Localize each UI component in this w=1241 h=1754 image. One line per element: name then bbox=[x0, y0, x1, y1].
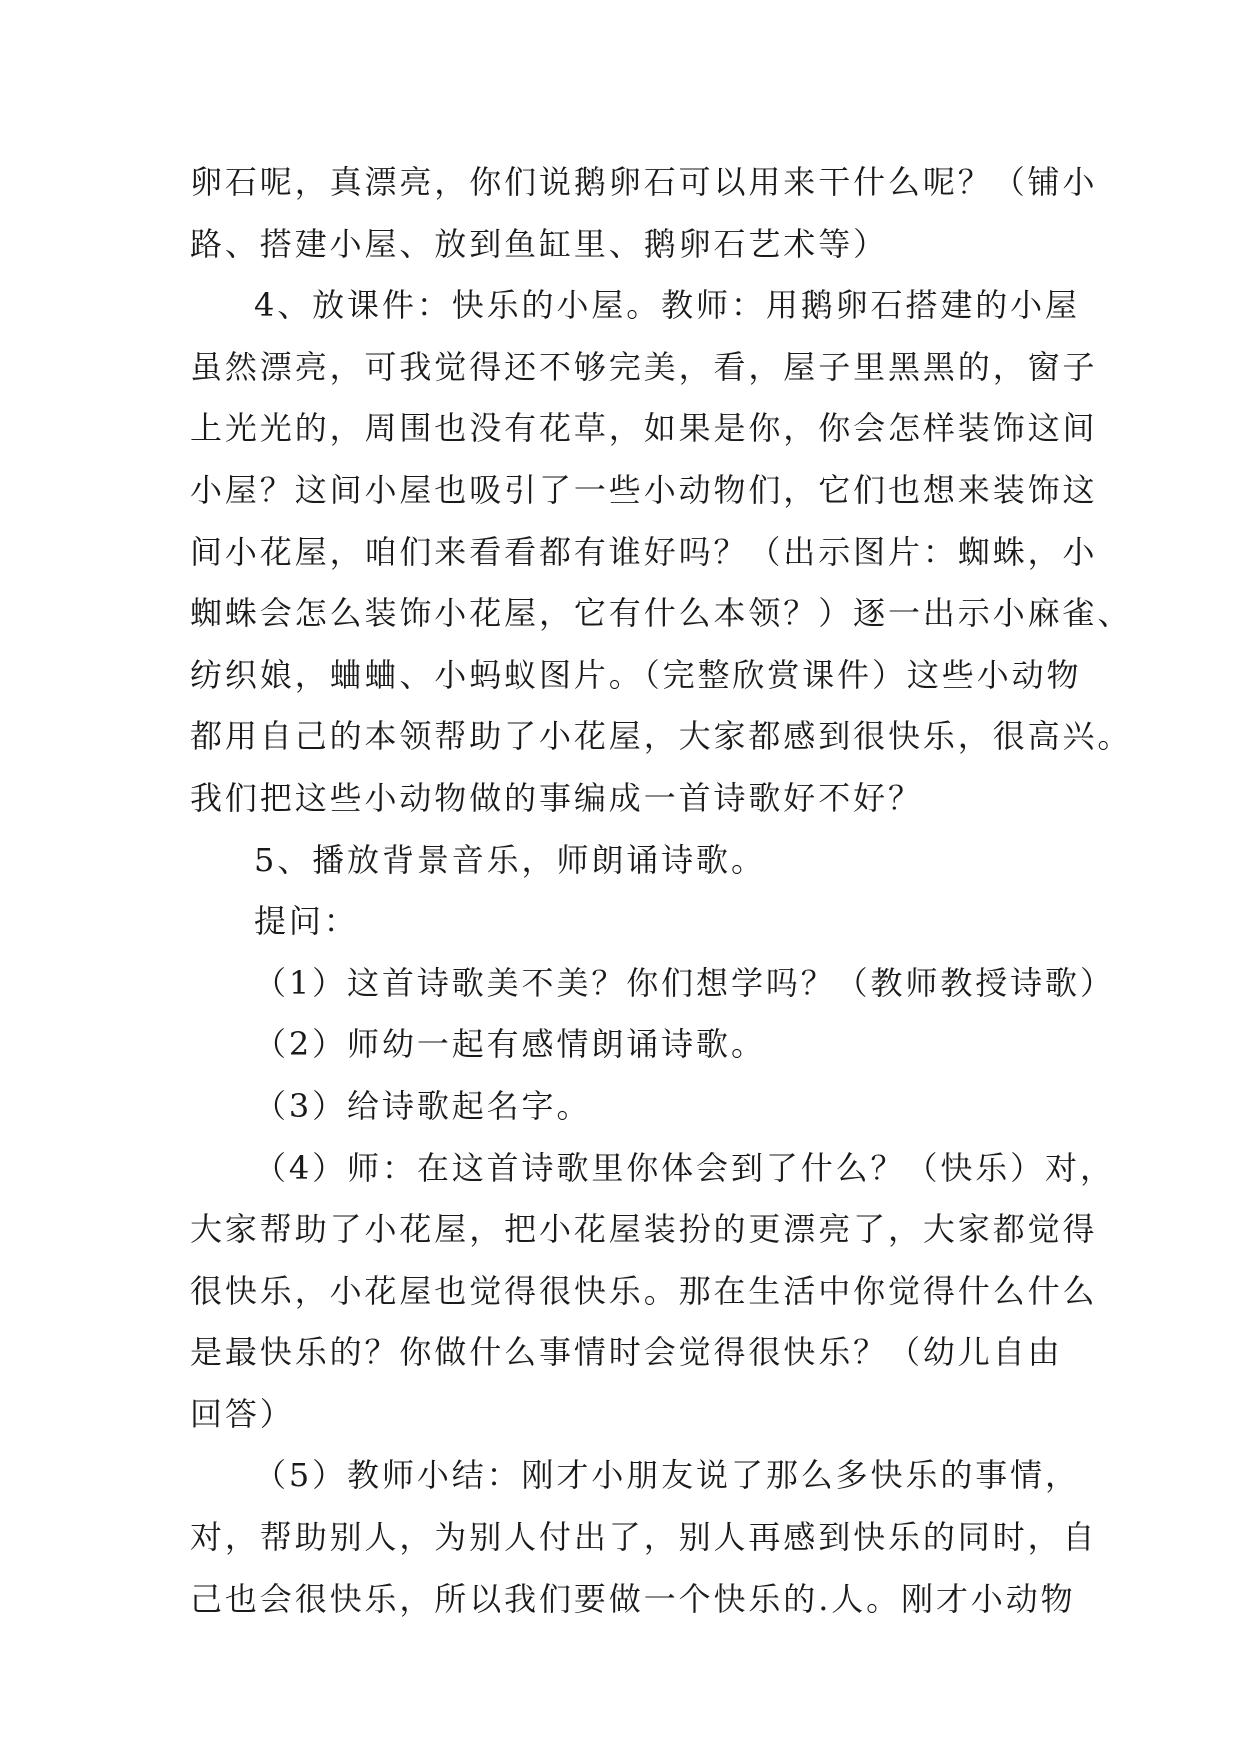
text-line: 上光光的，周围也没有花草，如果是你，你会怎样装饰这间 bbox=[190, 409, 1098, 448]
text-line: 纺织娘，蛐蛐、小蚂蚁图片。（完整欣赏课件）这些小动物 bbox=[190, 655, 1082, 694]
text-line: （4）师：在这首诗歌里你体会到了什么？（快乐）对， bbox=[254, 1148, 1115, 1187]
text-line: 虽然漂亮，可我觉得还不够完美，看，屋子里黑黑的，窗子 bbox=[190, 347, 1098, 386]
text-line: 小屋？这间小屋也吸引了一些小动物们，它们也想来装饰这 bbox=[190, 470, 1098, 509]
text-line: 我们把这些小动物做的事编成一首诗歌好不好？ bbox=[190, 778, 923, 817]
text-line: 己也会很快乐，所以我们要做一个快乐的.人。刚才小动物 bbox=[190, 1579, 1076, 1618]
text-line: 大家帮助了小花屋，把小花屋装扮的更漂亮了，大家都觉得 bbox=[190, 1210, 1098, 1249]
text-line: （3）给诗歌起名字。 bbox=[254, 1086, 592, 1125]
text-line: 都用自己的本领帮助了小花屋，大家都感到很快乐，很高兴。 bbox=[190, 717, 1133, 756]
text-line: 5、播放背景音乐，师朗诵诗歌。 bbox=[254, 840, 766, 879]
text-line: （2）师幼一起有感情朗诵诗歌。 bbox=[254, 1025, 766, 1064]
text-line: （5）教师小结：刚才小朋友说了那么多快乐的事情， bbox=[254, 1456, 1080, 1495]
document-body bbox=[190, 152, 1133, 1630]
text-line: 是最快乐的？你做什么事情时会觉得很快乐？（幼儿自由 bbox=[190, 1333, 1063, 1372]
text-line: 提问： bbox=[254, 902, 359, 941]
text-line: 蜘蛛会怎么装饰小花屋，它有什么本领？）逐一出示小麻雀、 bbox=[190, 594, 1133, 633]
text-line: 4、放课件：快乐的小屋。教师：用鹅卵石搭建的小屋 bbox=[254, 286, 1080, 325]
text-line: 对，帮助别人，为别人付出了，别人再感到快乐的同时，自 bbox=[190, 1518, 1098, 1557]
text-line: 回答） bbox=[190, 1394, 295, 1433]
text-line: 路、搭建小屋、放到鱼缸里、鹅卵石艺术等） bbox=[190, 224, 889, 263]
text-line: 间小花屋，咱们来看看都有谁好吗？（出示图片：蜘蛛，小 bbox=[190, 532, 1098, 571]
text-line: 卵石呢，真漂亮，你们说鹅卵石可以用来干什么呢？（铺小 bbox=[190, 163, 1098, 201]
text-line: （1）这首诗歌美不美？你们想学吗？（教师教授诗歌） bbox=[254, 963, 1115, 1002]
text-line: 很快乐，小花屋也觉得很快乐。那在生活中你觉得什么什么 bbox=[190, 1271, 1098, 1310]
